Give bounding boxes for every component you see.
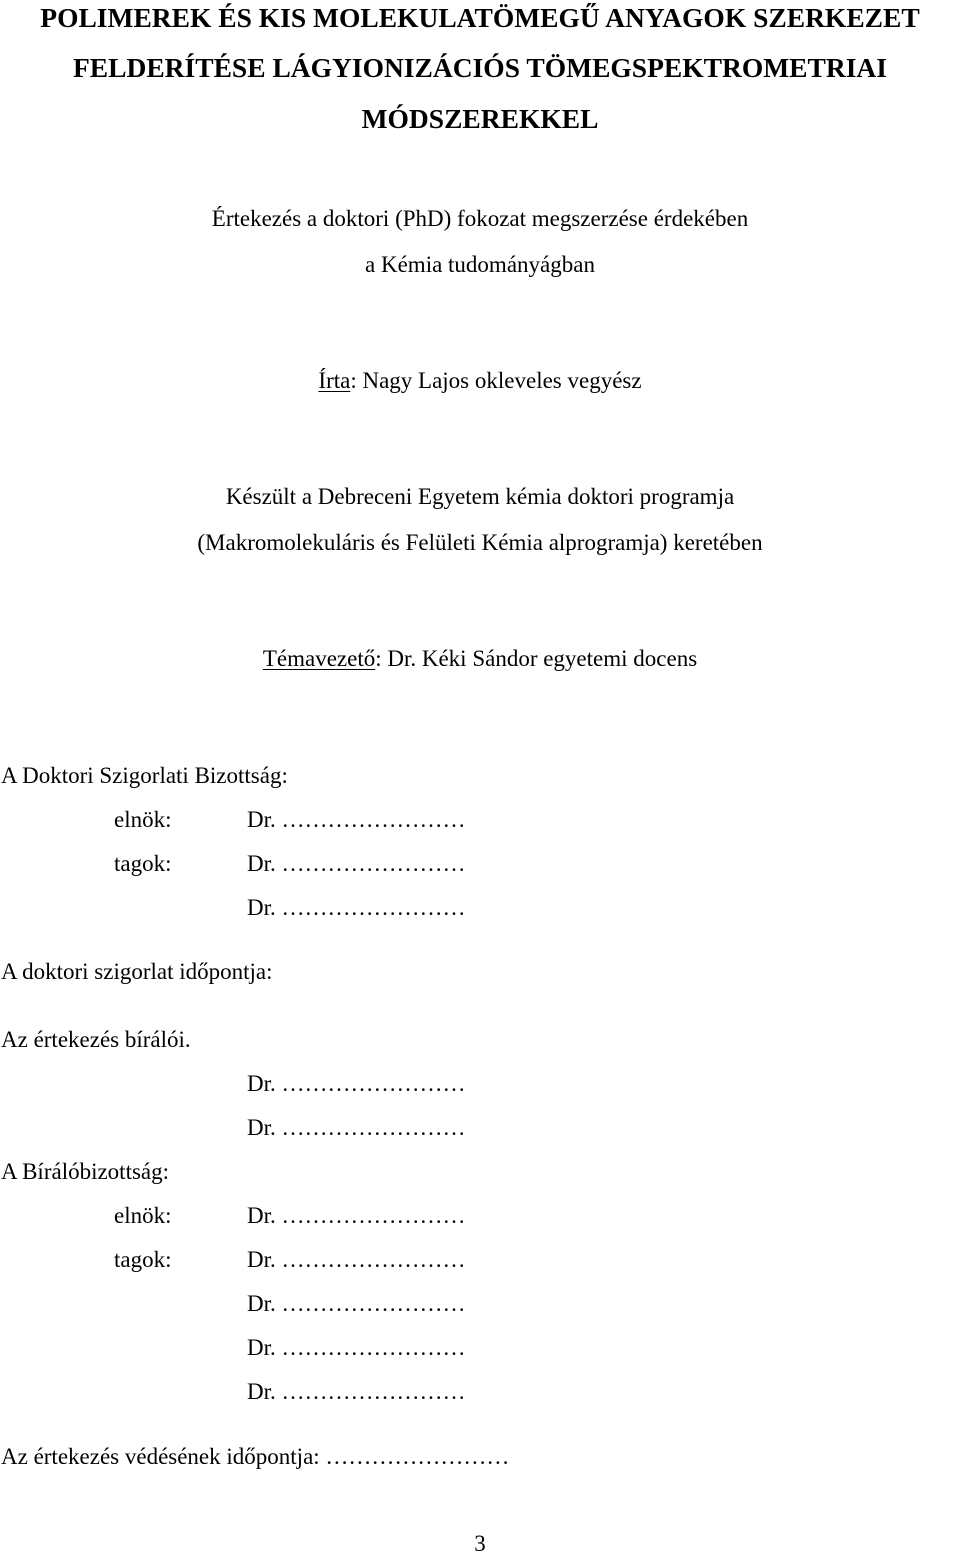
supervisor-label: Témavezető bbox=[262, 646, 376, 671]
author-line bbox=[0, 366, 960, 396]
author-label: Írta bbox=[318, 368, 351, 393]
exam-committee-members-label: tagok: bbox=[114, 851, 172, 876]
dissertation-line-1: Értekezés a doktori (PhD) fokozat megszerzése érdekében bbox=[211, 206, 749, 231]
review-committee-heading: A Bírálóbizottság: bbox=[1, 1159, 170, 1184]
supervisor-value: : Dr. Kéki Sándor egyetemi docens bbox=[375, 646, 698, 671]
exam-committee-chair-entry: Dr. …………………… bbox=[247, 807, 466, 832]
review-committee-chair-label: elnök: bbox=[114, 1203, 172, 1228]
title-line-1: POLIMEREK ÉS KIS MOLEKULATÖMEGŰ ANYAGOK SZERKEZET bbox=[40, 2, 920, 33]
review-committee-member-entry: Dr. …………………… bbox=[247, 1291, 466, 1316]
page-number: 3 bbox=[474, 1531, 486, 1556]
exam-committee-chair-label: elnök: bbox=[114, 807, 172, 832]
title-line-3: MÓDSZEREKKEL bbox=[361, 103, 599, 134]
defense-date-line bbox=[1, 1442, 509, 1472]
exam-date-label: A doktori szigorlat időpontja: bbox=[1, 959, 273, 984]
review-committee-chair-entry: Dr. …………………… bbox=[247, 1203, 466, 1228]
review-committee-members-label: tagok: bbox=[114, 1247, 172, 1272]
program-line-2: (Makromolekuláris és Felületi Kémia alprogramja) keretében bbox=[197, 530, 763, 555]
exam-committee-member-entry: Dr. …………………… bbox=[247, 851, 466, 876]
defense-date-label: Az értekezés védésének időpontja: bbox=[1, 1444, 320, 1469]
dissertation-line-2: a Kémia tudományágban bbox=[365, 252, 595, 277]
supervisor-line bbox=[0, 644, 960, 674]
reviewer-entry: Dr. …………………… bbox=[247, 1115, 466, 1140]
exam-committee-heading: A Doktori Szigorlati Bizottság: bbox=[1, 763, 288, 788]
review-committee-member-entry: Dr. …………………… bbox=[247, 1379, 466, 1404]
review-committee-member-entry: Dr. …………………… bbox=[247, 1247, 466, 1272]
reviewers-heading: Az értekezés bírálói. bbox=[1, 1027, 191, 1052]
title-line-2: FELDERÍTÉSE LÁGYIONIZÁCIÓS TÖMEGSPEKTROMETRIAI bbox=[73, 52, 887, 83]
program-line-1: Készült a Debreceni Egyetem kémia doktori programja bbox=[225, 484, 735, 509]
review-committee-member-entry: Dr. …………………… bbox=[247, 1335, 466, 1360]
defense-date-blank: …………………… bbox=[319, 1444, 510, 1469]
exam-committee-member-entry: Dr. …………………… bbox=[247, 895, 466, 920]
author-value: : Nagy Lajos okleveles vegyész bbox=[350, 368, 642, 393]
reviewer-entry: Dr. …………………… bbox=[247, 1071, 466, 1096]
